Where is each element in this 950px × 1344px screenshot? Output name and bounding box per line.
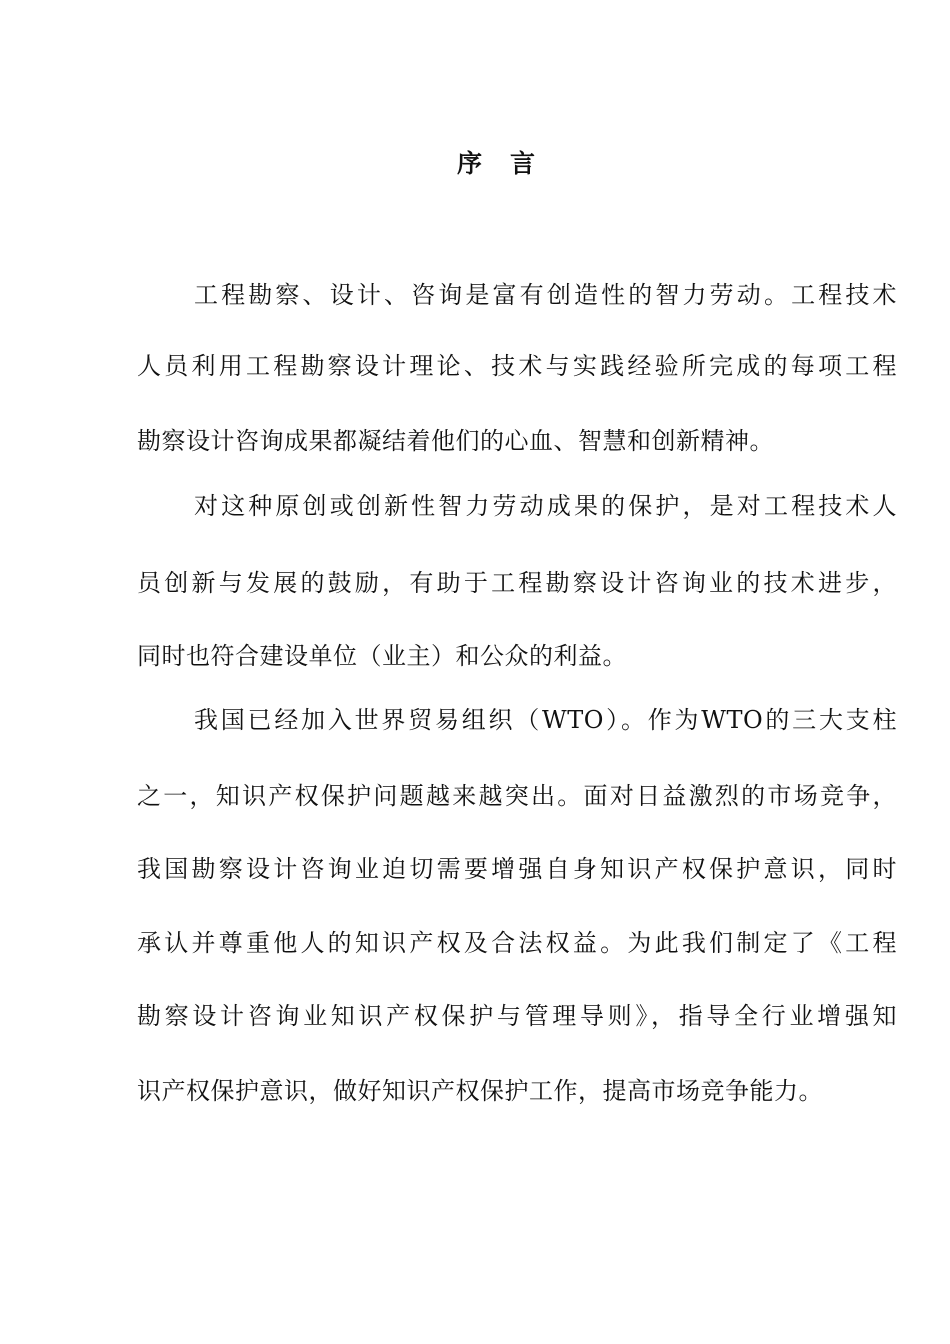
paragraph-1-line-2: 人员利用工程勘察设计理论、技术与实践经验所完成的每项工程 [137,352,897,380]
paragraph-3-line-5: 勘察设计咨询业知识产权保护与管理导则》，指导全行业增强知 [137,1002,897,1030]
paragraph-3-line-1: 我国已经加入世界贸易组织（WTO）。作为WTO的三大支柱 [194,706,897,734]
paragraph-2-line-1: 对这种原创或创新性智力劳动成果的保护，是对工程技术人 [194,492,897,520]
paragraph-1-line-1: 工程勘察、设计、咨询是富有创造性的智力劳动。工程技术 [194,281,897,309]
page-title: 序言 [456,149,563,178]
paragraph-3-line-3: 我国勘察设计咨询业迫切需要增强自身知识产权保护意识，同时 [137,855,897,883]
paragraph-3-line-4: 承认并尊重他人的知识产权及合法权益。为此我们制定了《工程 [137,929,897,957]
paragraph-3-line-2: 之一，知识产权保护问题越来越突出。面对日益激烈的市场竞争， [137,782,897,810]
paragraph-3-line-6: 识产权保护意识，做好知识产权保护工作，提高市场竞争能力。 [137,1077,823,1105]
paragraph-2-line-2: 员创新与发展的鼓励，有助于工程勘察设计咨询业的技术进步， [137,569,897,597]
paragraph-2-line-3: 同时也符合建设单位（业主）和公众的利益。 [137,642,627,670]
paragraph-1-line-3: 勘察设计咨询成果都凝结着他们的心血、智慧和创新精神。 [137,427,774,455]
